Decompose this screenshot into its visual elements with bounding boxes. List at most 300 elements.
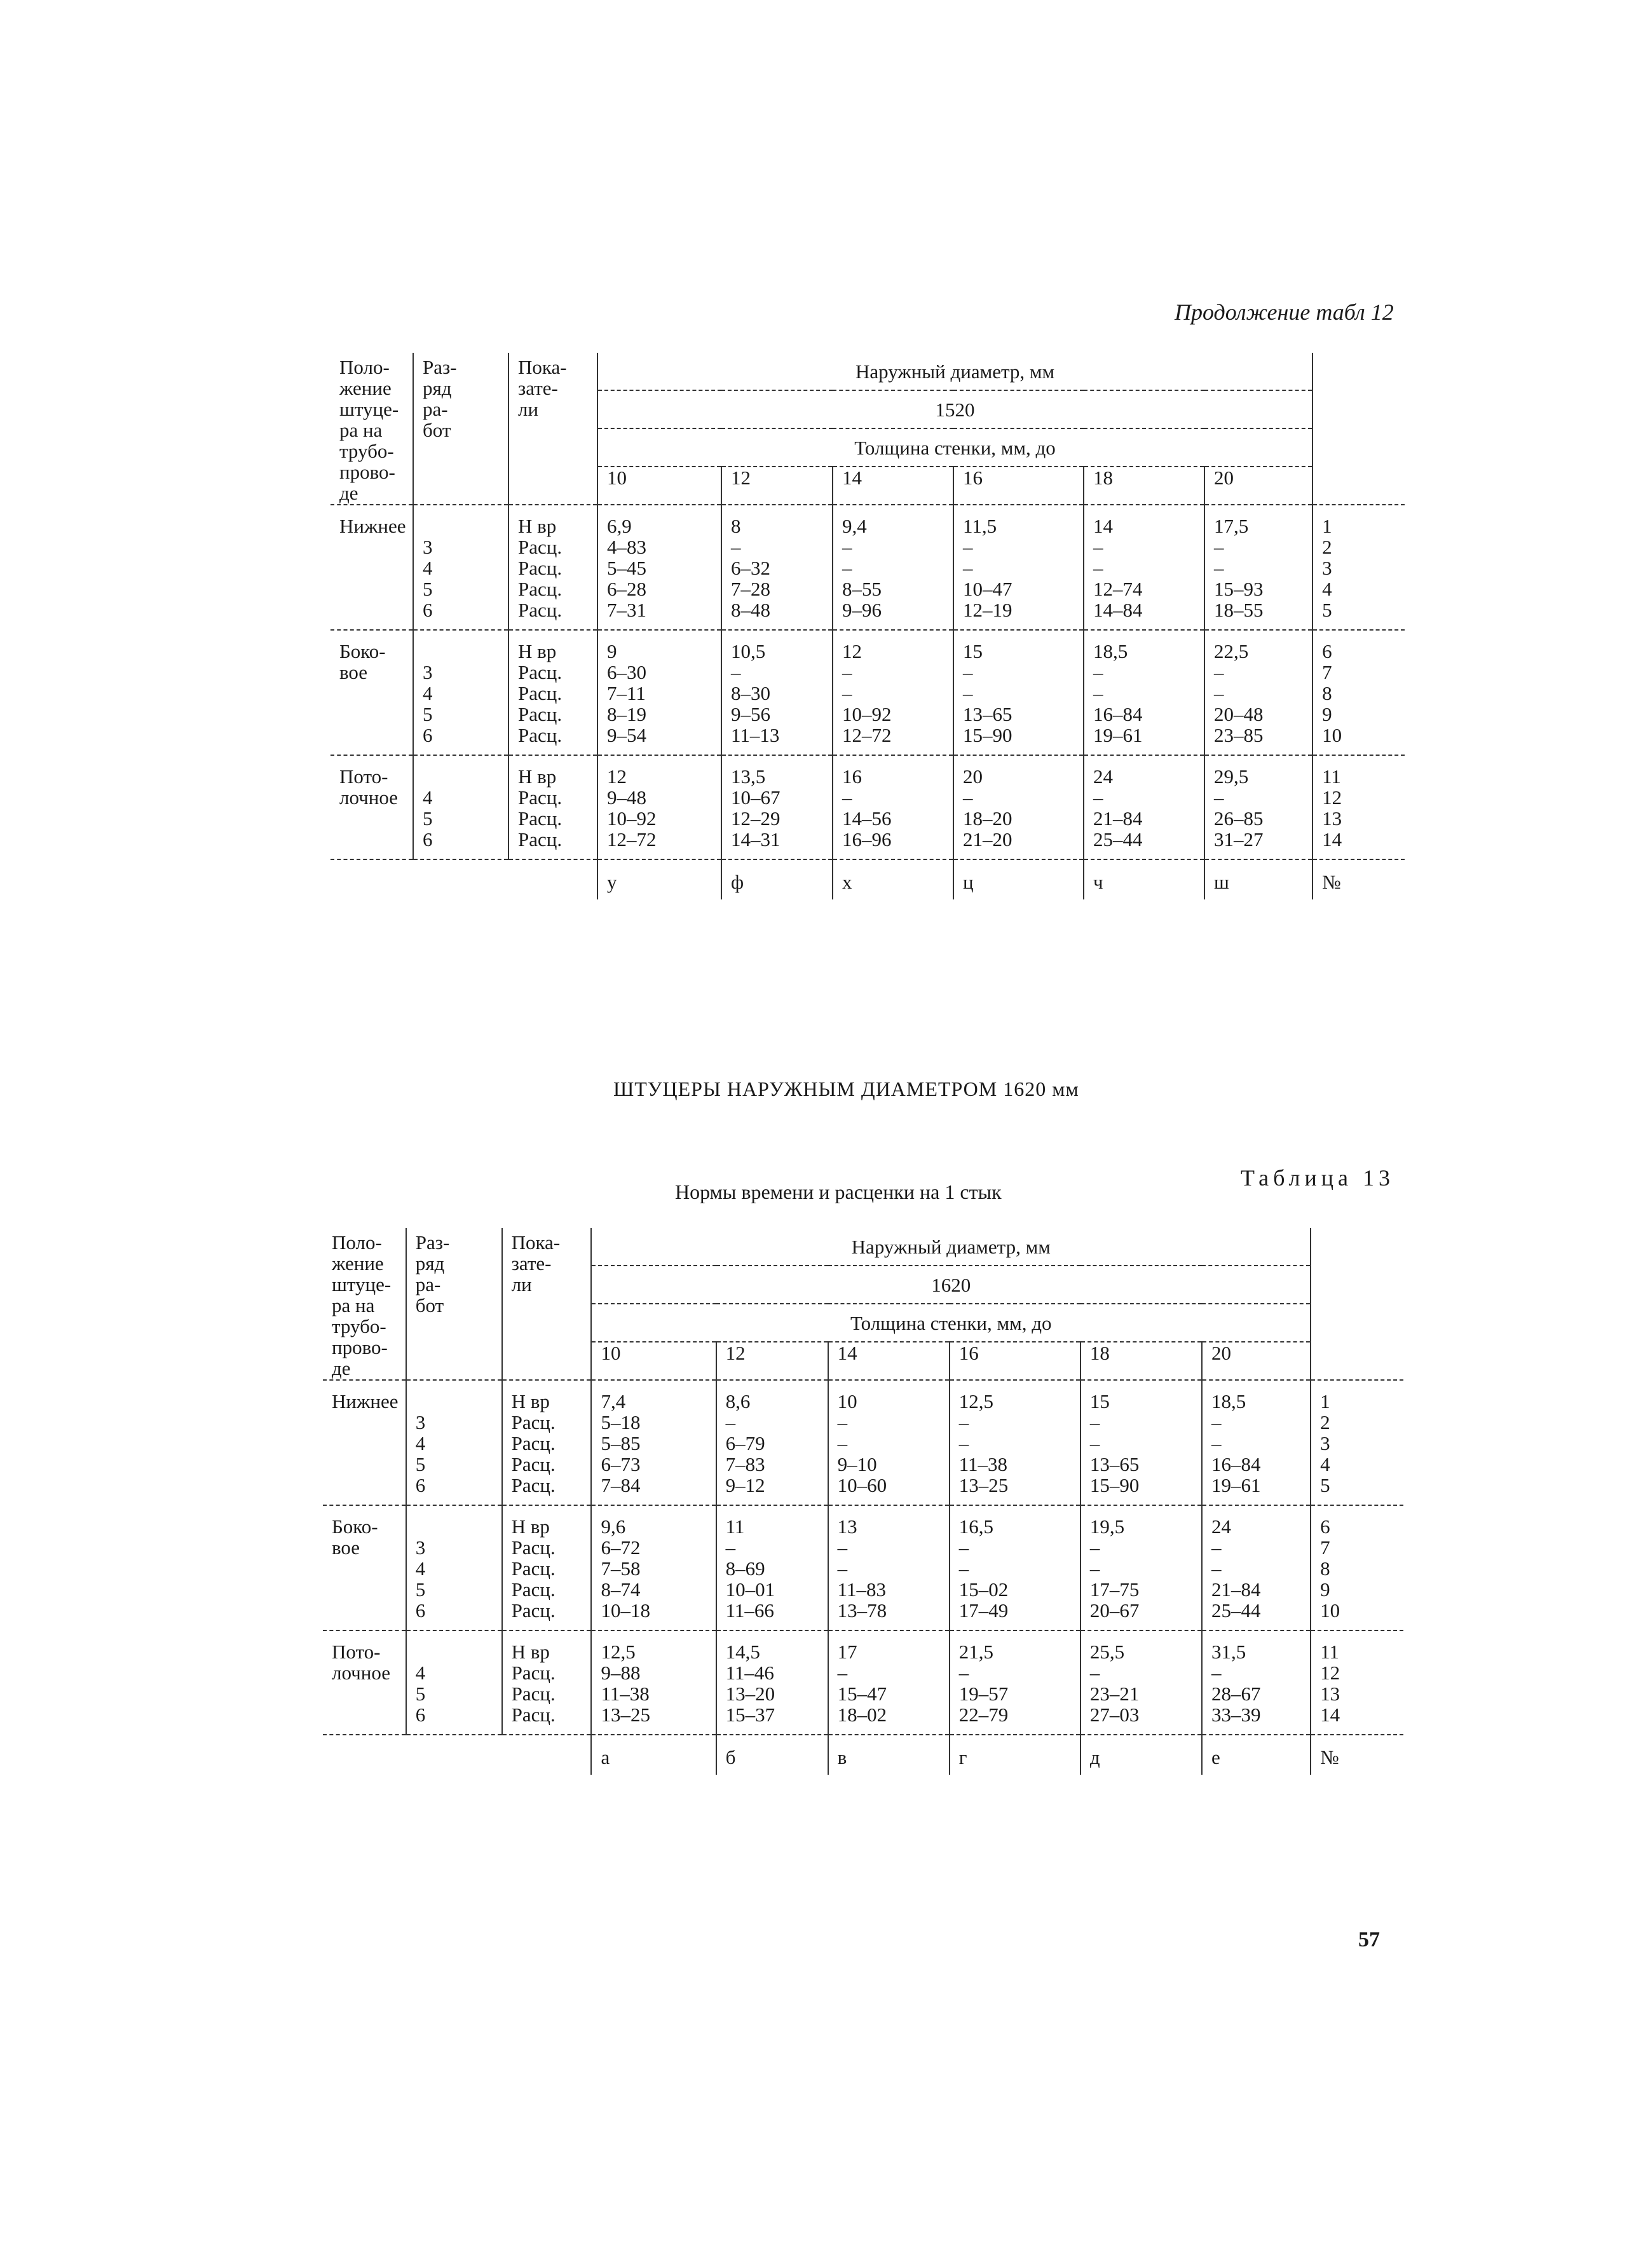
grade-value: 6	[415, 1599, 426, 1622]
row-number: 13	[1320, 1683, 1340, 1705]
norm-value: –	[842, 661, 852, 683]
norm-value: 9–10	[837, 1453, 877, 1475]
value-column	[721, 755, 833, 859]
row-numbers	[1311, 1380, 1403, 1505]
norm-value: 21–20	[963, 828, 1012, 850]
norm-value: 12–29	[731, 807, 781, 830]
grade-value	[423, 516, 508, 536]
value-column	[591, 1505, 716, 1630]
group-position: Нижнее	[323, 1380, 406, 1505]
norm-value: 14,5	[725, 1641, 760, 1663]
row-number: 1	[1322, 515, 1332, 537]
header-wall-thickness: Толщина стенки, мм, до	[597, 428, 1312, 467]
norm-value: 12–74	[1093, 578, 1143, 600]
norm-value: 23–21	[1089, 1683, 1140, 1705]
group-grades	[413, 755, 508, 859]
norm-value: –	[958, 1557, 969, 1580]
norm-value: –	[958, 1536, 969, 1559]
table-13-label: Таблица 13	[1241, 1165, 1394, 1191]
norm-value: –	[1089, 1536, 1100, 1559]
grade-value: 6	[423, 599, 433, 621]
grade-value: 5	[423, 807, 433, 830]
norm-value: –	[1093, 786, 1103, 809]
grade-value	[416, 1641, 501, 1662]
column-letter: ш	[1204, 859, 1312, 899]
indicator-label: Н вр	[511, 1390, 550, 1412]
norm-value: 9–48	[607, 786, 646, 809]
column-letter: д	[1080, 1735, 1202, 1775]
norm-value: 12–72	[607, 828, 657, 850]
header-diameter-value: 1620	[591, 1266, 1311, 1304]
norm-value: 18,5	[1211, 1390, 1246, 1412]
norm-value: 9–88	[601, 1662, 641, 1684]
norm-value: –	[837, 1557, 848, 1580]
norm-value: –	[725, 1411, 736, 1433]
column-letter: е	[1202, 1735, 1311, 1775]
norm-value: –	[1093, 536, 1103, 558]
row-numbers	[1312, 755, 1405, 859]
norm-value: 15–90	[1089, 1474, 1140, 1496]
value-column	[950, 1505, 1080, 1630]
norm-value: 19–61	[1093, 724, 1143, 746]
norm-value: 18,5	[1093, 640, 1128, 662]
row-number: 8	[1322, 682, 1332, 704]
value-column	[591, 1630, 716, 1735]
value-column	[597, 630, 721, 755]
norm-value: 7–28	[731, 578, 770, 600]
indicator-label: Расц.	[511, 1704, 556, 1726]
norm-value: 17,5	[1214, 515, 1249, 537]
norm-value: 33–39	[1211, 1704, 1261, 1726]
column-letter: у	[597, 859, 721, 899]
norm-value: 5–85	[601, 1432, 641, 1454]
grade-value: 3	[423, 536, 433, 558]
value-column	[716, 1630, 828, 1735]
norm-value: 18–20	[963, 807, 1012, 830]
indicator-label: Расц.	[511, 1578, 556, 1601]
norm-value: 12	[607, 765, 627, 788]
indicator-label: Расц.	[511, 1453, 556, 1475]
value-column	[953, 630, 1084, 755]
group-indicators	[502, 1380, 592, 1505]
norm-value: 22,5	[1214, 640, 1249, 662]
norm-value: –	[731, 661, 741, 683]
norm-value: 11–83	[837, 1578, 886, 1601]
norm-value: 23–85	[1214, 724, 1264, 746]
norm-value: –	[1211, 1536, 1222, 1559]
column-letter: ф	[721, 859, 833, 899]
norm-value: 6–72	[601, 1536, 641, 1559]
norm-value: 11–66	[725, 1599, 774, 1622]
indicator-label: Расц.	[511, 1683, 556, 1705]
norm-value: 14–84	[1093, 599, 1143, 621]
row-number: 14	[1322, 828, 1342, 850]
norm-value: 6–73	[601, 1453, 641, 1475]
column-letter: б	[716, 1735, 828, 1775]
norm-value: 12–72	[842, 724, 892, 746]
indicator-label: Расц.	[518, 557, 562, 579]
norm-value: 13–25	[601, 1704, 650, 1726]
letter-spacer	[413, 859, 508, 899]
norm-value: 10–67	[731, 786, 781, 809]
column-letter: а	[591, 1735, 716, 1775]
row-number: 1	[1320, 1390, 1330, 1412]
norm-value: –	[837, 1662, 848, 1684]
norm-value: 10,5	[731, 640, 766, 662]
norm-value: 11,5	[963, 515, 997, 537]
column-letter: ц	[953, 859, 1084, 899]
letter-spacer	[406, 1735, 502, 1775]
norm-value: 29,5	[1214, 765, 1249, 788]
value-column	[953, 505, 1084, 630]
norm-value: 14–31	[731, 828, 781, 850]
group-grades	[406, 1505, 502, 1630]
grade-value	[416, 1516, 501, 1537]
row-number: 4	[1322, 578, 1332, 600]
norm-value: –	[958, 1411, 969, 1433]
norm-value: –	[842, 536, 852, 558]
norm-value: 15–47	[837, 1683, 887, 1705]
norm-value: 18–02	[837, 1704, 887, 1726]
row-number: 2	[1320, 1411, 1330, 1433]
row-number: 10	[1322, 724, 1342, 746]
group-position: Боко- вое	[323, 1505, 406, 1630]
header-thickness-14: 14	[828, 1342, 950, 1380]
norm-value: 15–02	[958, 1578, 1009, 1601]
norm-value: 16–84	[1211, 1453, 1261, 1475]
norm-value: –	[842, 786, 852, 809]
header-thickness-12: 12	[716, 1342, 828, 1380]
value-column	[828, 1380, 950, 1505]
norm-value: 15	[1089, 1390, 1110, 1412]
indicator-label: Расц.	[511, 1662, 556, 1684]
group-indicators	[508, 630, 597, 755]
indicator-label: Н вр	[518, 640, 557, 662]
grade-value: 5	[423, 703, 433, 725]
grade-value: 3	[415, 1411, 426, 1433]
row-numbers	[1312, 630, 1405, 755]
grade-value: 5	[423, 578, 433, 600]
norm-value: 15–93	[1214, 578, 1264, 600]
norm-value: 14	[1093, 515, 1113, 537]
value-column	[828, 1630, 950, 1735]
header-thickness-14: 14	[833, 467, 953, 505]
norm-value: 7–31	[607, 599, 646, 621]
header-thickness-10: 10	[591, 1342, 716, 1380]
norm-value: 5–45	[607, 557, 646, 579]
norm-value: 15	[963, 640, 983, 662]
norm-value: 14–56	[842, 807, 892, 830]
indicator-label: Расц.	[518, 661, 562, 683]
norm-value: 9–12	[725, 1474, 765, 1496]
indicator-label: Расц.	[511, 1432, 556, 1454]
continuation-label: Продолжение табл 12	[1175, 299, 1394, 325]
value-column	[1080, 1630, 1202, 1735]
column-letter: №	[1311, 1735, 1403, 1775]
indicator-label: Н вр	[518, 515, 557, 537]
value-column	[1084, 505, 1204, 630]
norm-value: 6–30	[607, 661, 646, 683]
norm-value: –	[1089, 1432, 1100, 1454]
norm-value: –	[963, 682, 973, 704]
norm-value: –	[1214, 557, 1224, 579]
letter-spacer	[508, 859, 597, 899]
norm-value: –	[1093, 682, 1103, 704]
norm-value: 16	[842, 765, 862, 788]
row-number: 12	[1320, 1662, 1340, 1684]
letter-spacer	[323, 1735, 406, 1775]
norm-value: –	[958, 1662, 969, 1684]
norm-value: 13–78	[837, 1599, 887, 1622]
norm-value: 7–11	[607, 682, 646, 704]
value-column	[1204, 505, 1312, 630]
norm-value: –	[842, 682, 852, 704]
header-thickness-20: 20	[1202, 1342, 1311, 1380]
norm-value: 7–84	[601, 1474, 641, 1496]
header-grade: Раз- ряд ра- бот	[406, 1228, 502, 1380]
norm-value: 8–19	[607, 703, 646, 725]
norm-value: –	[1214, 536, 1224, 558]
value-column	[591, 1380, 716, 1505]
norm-value: 12–19	[963, 599, 1012, 621]
norm-value: 13–20	[725, 1683, 775, 1705]
table-13-subtitle: Нормы времени и расценки на 1 стык	[675, 1180, 1002, 1203]
norm-value: 24	[1211, 1515, 1232, 1538]
norm-value: 8,6	[725, 1390, 751, 1412]
value-column	[716, 1380, 828, 1505]
norm-value: 20–67	[1089, 1599, 1140, 1622]
norm-value: 11–38	[601, 1683, 650, 1705]
indicator-label: Н вр	[511, 1641, 550, 1663]
grade-value: 6	[415, 1704, 426, 1726]
header-thickness-12: 12	[721, 467, 833, 505]
norm-value: 16–96	[842, 828, 892, 850]
grade-value: 3	[415, 1536, 426, 1559]
grade-value	[416, 1391, 501, 1412]
indicator-label: Расц.	[518, 807, 562, 830]
norm-value: 11–13	[731, 724, 780, 746]
norm-value: 8–48	[731, 599, 770, 621]
indicator-label: Расц.	[518, 703, 562, 725]
grade-value: 5	[415, 1683, 426, 1705]
norm-value: 6–32	[731, 557, 770, 579]
norm-value: 25–44	[1211, 1599, 1261, 1622]
norm-value: 11–46	[725, 1662, 774, 1684]
value-column	[828, 1505, 950, 1630]
norm-value: –	[1089, 1411, 1100, 1433]
header-indicators: Пока- зате- ли	[508, 353, 597, 505]
grade-value: 4	[423, 557, 433, 579]
section-heading: ШТУЦЕРЫ НАРУЖНЫМ ДИАМЕТРОМ 1620 мм	[613, 1077, 1079, 1100]
grade-value: 6	[423, 724, 433, 746]
norm-value: –	[842, 557, 852, 579]
norm-value: 10–92	[842, 703, 892, 725]
header-thickness-16: 16	[953, 467, 1084, 505]
indicator-label: Расц.	[511, 1557, 556, 1580]
value-column	[953, 755, 1084, 859]
header-diameter-value: 1520	[597, 390, 1312, 428]
header-grade: Раз- ряд ра- бот	[413, 353, 508, 505]
value-column	[1202, 1380, 1311, 1505]
row-number: 3	[1320, 1432, 1330, 1454]
norm-value: 8–74	[601, 1578, 641, 1601]
norm-value: 6–28	[607, 578, 646, 600]
norm-value: 12,5	[958, 1390, 993, 1412]
value-column	[597, 755, 721, 859]
norm-value: 17	[837, 1641, 857, 1663]
group-position: Нижнее	[331, 505, 413, 630]
group-position: Пото- лочное	[331, 755, 413, 859]
norm-value: 10–47	[963, 578, 1012, 600]
norm-value: –	[725, 1536, 736, 1559]
norm-value: 13–65	[963, 703, 1012, 725]
row-number: 9	[1320, 1578, 1330, 1601]
norm-value: 20	[963, 765, 983, 788]
indicator-label: Расц.	[511, 1599, 556, 1622]
norm-value: 25–44	[1093, 828, 1143, 850]
norm-value: 31,5	[1211, 1641, 1246, 1663]
norm-value: 22–79	[958, 1704, 1009, 1726]
row-number: 7	[1322, 661, 1332, 683]
header-thickness-16: 16	[950, 1342, 1080, 1380]
row-number: 9	[1322, 703, 1332, 725]
norm-value: –	[963, 786, 973, 809]
norm-value: 9–56	[731, 703, 770, 725]
header-wall-thickness: Толщина стенки, мм, до	[591, 1304, 1311, 1342]
norm-value: 28–67	[1211, 1683, 1261, 1705]
header-number-spacer	[1312, 353, 1405, 505]
grade-value: 4	[415, 1557, 426, 1580]
norm-value: 21,5	[958, 1641, 993, 1663]
row-number: 5	[1322, 599, 1332, 621]
indicator-label: Расц.	[518, 786, 562, 809]
page-number: 57	[1358, 1928, 1380, 1951]
norm-value: 9–96	[842, 599, 882, 621]
norm-value: 17–49	[958, 1599, 1009, 1622]
group-indicators	[508, 505, 597, 630]
norm-value: –	[1211, 1411, 1222, 1433]
group-indicators	[502, 1630, 592, 1735]
indicator-label: Н вр	[518, 765, 557, 788]
group-position: Пото- лочное	[323, 1630, 406, 1735]
row-number: 6	[1322, 640, 1332, 662]
norm-value: 13,5	[731, 765, 766, 788]
norm-value: –	[1093, 661, 1103, 683]
grade-value: 4	[415, 1662, 426, 1684]
norm-value: 17–75	[1089, 1578, 1140, 1601]
norm-value: 8	[731, 515, 741, 537]
group-position: Боко- вое	[331, 630, 413, 755]
column-letter: №	[1312, 859, 1405, 899]
norm-value: 5–18	[601, 1411, 641, 1433]
value-column	[1080, 1505, 1202, 1630]
value-column	[833, 630, 953, 755]
header-thickness-10: 10	[597, 467, 721, 505]
row-number: 13	[1322, 807, 1342, 830]
norm-value: 8–55	[842, 578, 882, 600]
norm-value: 9–54	[607, 724, 646, 746]
grade-value	[423, 641, 508, 662]
value-column	[833, 755, 953, 859]
norm-value: 4–83	[607, 536, 646, 558]
value-column	[1204, 755, 1312, 859]
header-indicators: Пока- зате- ли	[502, 1228, 592, 1380]
norm-value: –	[1214, 682, 1224, 704]
norm-value: 20–48	[1214, 703, 1264, 725]
header-number-spacer	[1311, 1228, 1403, 1380]
norm-value: 10	[837, 1390, 857, 1412]
norm-value: –	[1211, 1432, 1222, 1454]
norm-value: –	[837, 1536, 848, 1559]
norm-value: –	[1089, 1557, 1100, 1580]
norm-value: 18–55	[1214, 599, 1264, 621]
norm-value: 21–84	[1093, 807, 1143, 830]
grade-value: 6	[415, 1474, 426, 1496]
row-number: 8	[1320, 1557, 1330, 1580]
norm-value: 15–90	[963, 724, 1012, 746]
row-number: 5	[1320, 1474, 1330, 1496]
norm-value: 21–84	[1211, 1578, 1261, 1601]
value-column	[1202, 1505, 1311, 1630]
value-column	[721, 505, 833, 630]
indicator-label: Расц.	[518, 724, 562, 746]
column-letter: ч	[1084, 859, 1204, 899]
row-number: 10	[1320, 1599, 1340, 1622]
norm-value: –	[1211, 1662, 1222, 1684]
norm-value: 11–38	[958, 1453, 1008, 1475]
norm-value: 11	[725, 1515, 745, 1538]
row-number: 7	[1320, 1536, 1330, 1559]
norm-value: 9,6	[601, 1515, 626, 1538]
norm-value: 19,5	[1089, 1515, 1125, 1538]
norm-value: 19–57	[958, 1683, 1009, 1705]
norm-value: –	[963, 557, 973, 579]
norm-value: –	[1214, 661, 1224, 683]
indicator-label: Расц.	[518, 599, 562, 621]
grade-value: 6	[423, 828, 433, 850]
norm-value: 26–85	[1214, 807, 1264, 830]
norm-value: –	[837, 1432, 848, 1454]
header-thickness-20: 20	[1204, 467, 1312, 505]
value-column	[597, 505, 721, 630]
group-grades	[406, 1630, 502, 1735]
norm-value: 9	[607, 640, 617, 662]
row-number: 12	[1322, 786, 1342, 809]
indicator-label: Расц.	[511, 1411, 556, 1433]
norm-value: 15–37	[725, 1704, 775, 1726]
row-number: 4	[1320, 1453, 1330, 1475]
norm-value: 7–58	[601, 1557, 641, 1580]
norm-value: 13–25	[958, 1474, 1009, 1496]
norm-value: –	[837, 1411, 848, 1433]
row-numbers	[1312, 505, 1405, 630]
letter-spacer	[502, 1735, 592, 1775]
norm-value: 31–27	[1214, 828, 1264, 850]
norm-value: –	[731, 536, 741, 558]
header-thickness-18: 18	[1080, 1342, 1202, 1380]
row-number: 3	[1322, 557, 1332, 579]
norm-value: –	[1089, 1662, 1100, 1684]
value-column	[1084, 755, 1204, 859]
norm-value: 12	[842, 640, 862, 662]
norm-value: 10–18	[601, 1599, 650, 1622]
norm-value: 12,5	[601, 1641, 636, 1663]
letter-spacer	[331, 859, 413, 899]
row-numbers	[1311, 1505, 1403, 1630]
norm-value: 16–84	[1093, 703, 1143, 725]
norms-table	[323, 1228, 1403, 1775]
group-grades	[406, 1380, 502, 1505]
